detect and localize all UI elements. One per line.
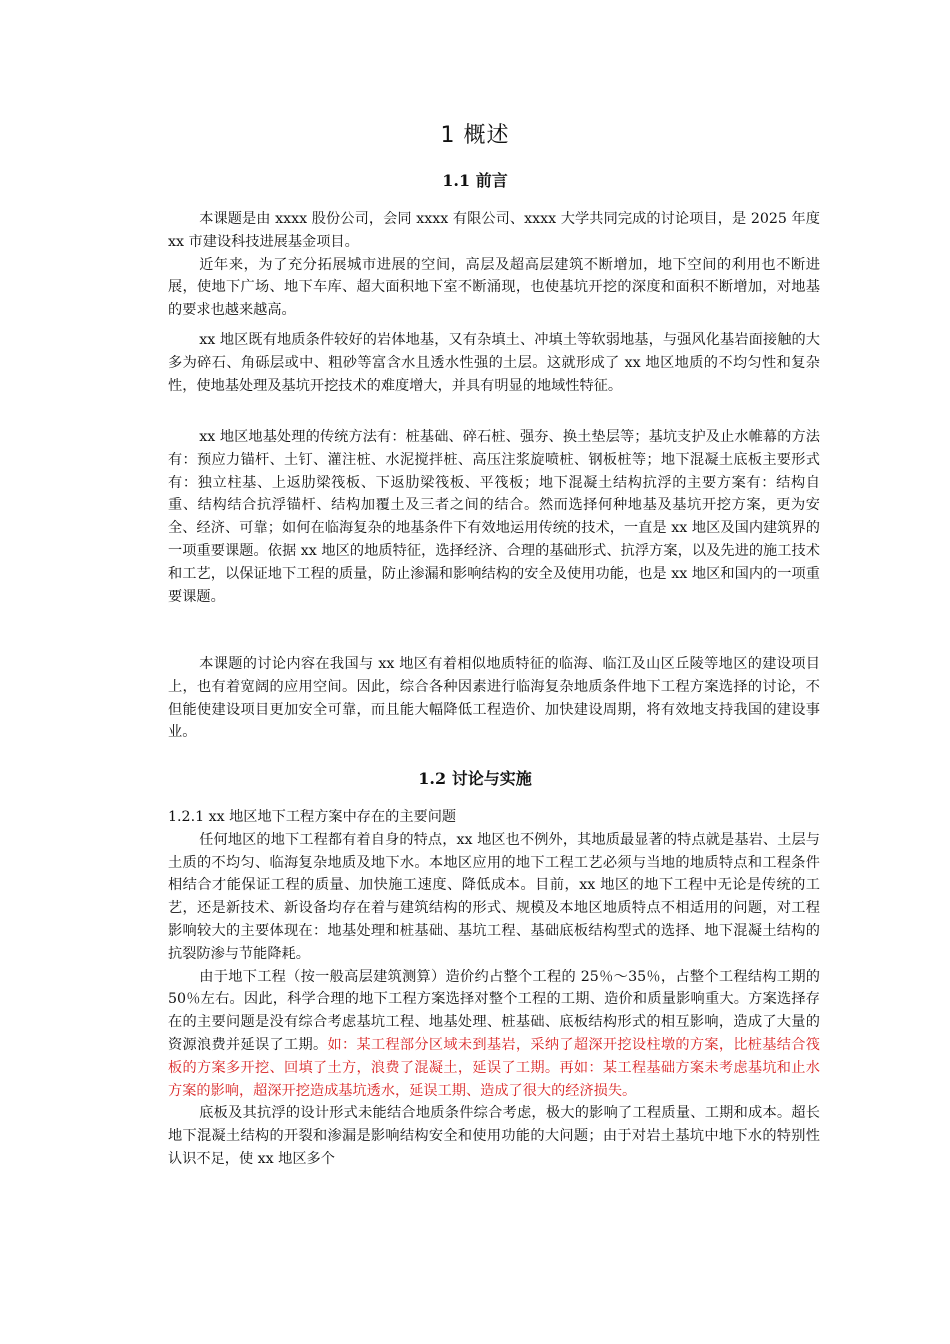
- preface-block-4: [168, 653, 820, 744]
- discussion-block: [168, 806, 820, 1171]
- subsection-heading: 1.2.1 xx 地区地下工程方案中存在的主要问题: [168, 809, 457, 825]
- paragraph: xx 地区地基处理的传统方法有：桩基础、碎石桩、强夯、换土垫层等；基坑支护及止水帷幕的方法有：预应力锚杆、土钉、灌注桩、水泥搅拌桩、高压注浆旋喷桩、钢板桩等；地下混凝土底板主要形式有：独立柱基、上返肋梁筏板、下返肋梁筏板、平筏板；地下混凝土结构抗浮的主要方案有：结构自重、结构结合抗浮锚杆、结构加覆土及三者之间的结合。然而选择何种地基及基坑开挖方案，更为安全、经济、可靠；如何在临海复杂的地基条件下有效地运用传统的技术，一直是 xx 地区及国内建筑界的一项重要课题。依据 xx 地区的地质特征，选择经济、合理的基础形式、抗浮方案，以及先进的施工技术和工艺，以保证地下工程的质量，防止渗漏和影响结构的安全及使用功能，也是 xx 地区和国内的一项重要课题。: [168, 429, 820, 605]
- paragraph: 本课题是由 xxxx 股份公司，会同 xxxx 有限公司、xxxx 大学共同完成的讨论项目，是 2025 年度 xx 市建设科技进展基金项目。: [168, 211, 820, 250]
- preface-block-1: [168, 208, 820, 322]
- chapter-title: 1 概述: [440, 123, 510, 148]
- preface-block-3: [168, 426, 820, 608]
- section-title-preface: 1.1 前言: [442, 171, 508, 190]
- highlighted-example-text: 如：某工程部分区域未到基岩，采纳了超深开挖设柱墩的方案，比桩基结合筏板的方案多开挖、回填了土方，浪费了混凝土，延误了工期。再如：某工程基础方案未考虑基坑和止水方案的影响，超深开挖造成基坑透水，延误工期、造成了很大的经济损失。: [168, 1036, 820, 1099]
- paragraph-with-example: [168, 966, 820, 1103]
- paragraph: xx 地区既有地质条件较好的岩体地基，又有杂填土、冲填土等软弱地基，与强风化基岩面接触的大多为碎石、角砾层或中、粗砂等富含水且透水性强的土层。这就形成了 xx 地区地质的不均匀性和复杂性，使地基处理及基坑开挖技术的难度增大，并具有明显的地域性特征。: [168, 332, 820, 394]
- paragraph-text: 由于地下工程（按一般高层建筑测算）造价约占整个工程的 25％～35％，占整个工程结构工期的 50％左右。因此，科学合理的地下工程方案选择对整个工程的工期、造价和质量影响重大。方案选择存在的主要问题是没有综合考虑基坑工程、地基处理、桩基础、底板结构形式的相互影响，造成了大量的资源浪费并延误了工期。: [168, 968, 820, 1053]
- paragraph: 近年来，为了充分拓展城市进展的空间，高层及超高层建筑不断增加，地下空间的利用也不断进展，使地下广场、地下车库、超大面积地下室不断涌现，也使基坑开挖的深度和面积不断增加，对地基的要求也越来越高。: [168, 256, 820, 319]
- section-title-discussion: 1.2 讨论与实施: [418, 769, 532, 788]
- paragraph: 任何地区的地下工程都有着自身的特点，xx 地区也不例外，其地质最显著的特点就是基岩、土层与土质的不均匀、临海复杂地质及地下水。本地区应用的地下工程工艺必须与当地的地质特点和工程条件相结合才能保证工程的质量、加快施工速度、降低成本。目前，xx 地区的地下工程中无论是传统的工艺，还是新技术、新设备均存在着与建筑结构的形式、规模及本地区地质特点不相适用的问题，对工程影响较大的主要体现在：地基处理和桩基础、基坑工程、基础底板结构型式的选择、地下混凝土结构的抗裂防渗与节能降耗。: [168, 831, 820, 962]
- paragraph: 底板及其抗浮的设计形式未能结合地质条件综合考虑，极大的影响了工程质量、工期和成本。超长地下混凝土结构的开裂和渗漏是影响结构安全和使用功能的大问题；由于对岩土基坑中地下水的特别性认识不足，使 xx 地区多个: [168, 1105, 820, 1167]
- preface-block-2: [168, 329, 820, 397]
- paragraph: 本课题的讨论内容在我国与 xx 地区有着相似地质特征的临海、临江及山区丘陵等地区的建设项目上，也有着宽阔的应用空间。因此，综合各种因素进行临海复杂地质条件地下工程方案选择的讨论，不但能使建设项目更加安全可靠，而且能大幅降低工程造价、加快建设周期，将有效地支持我国的建设事业。: [168, 656, 820, 741]
